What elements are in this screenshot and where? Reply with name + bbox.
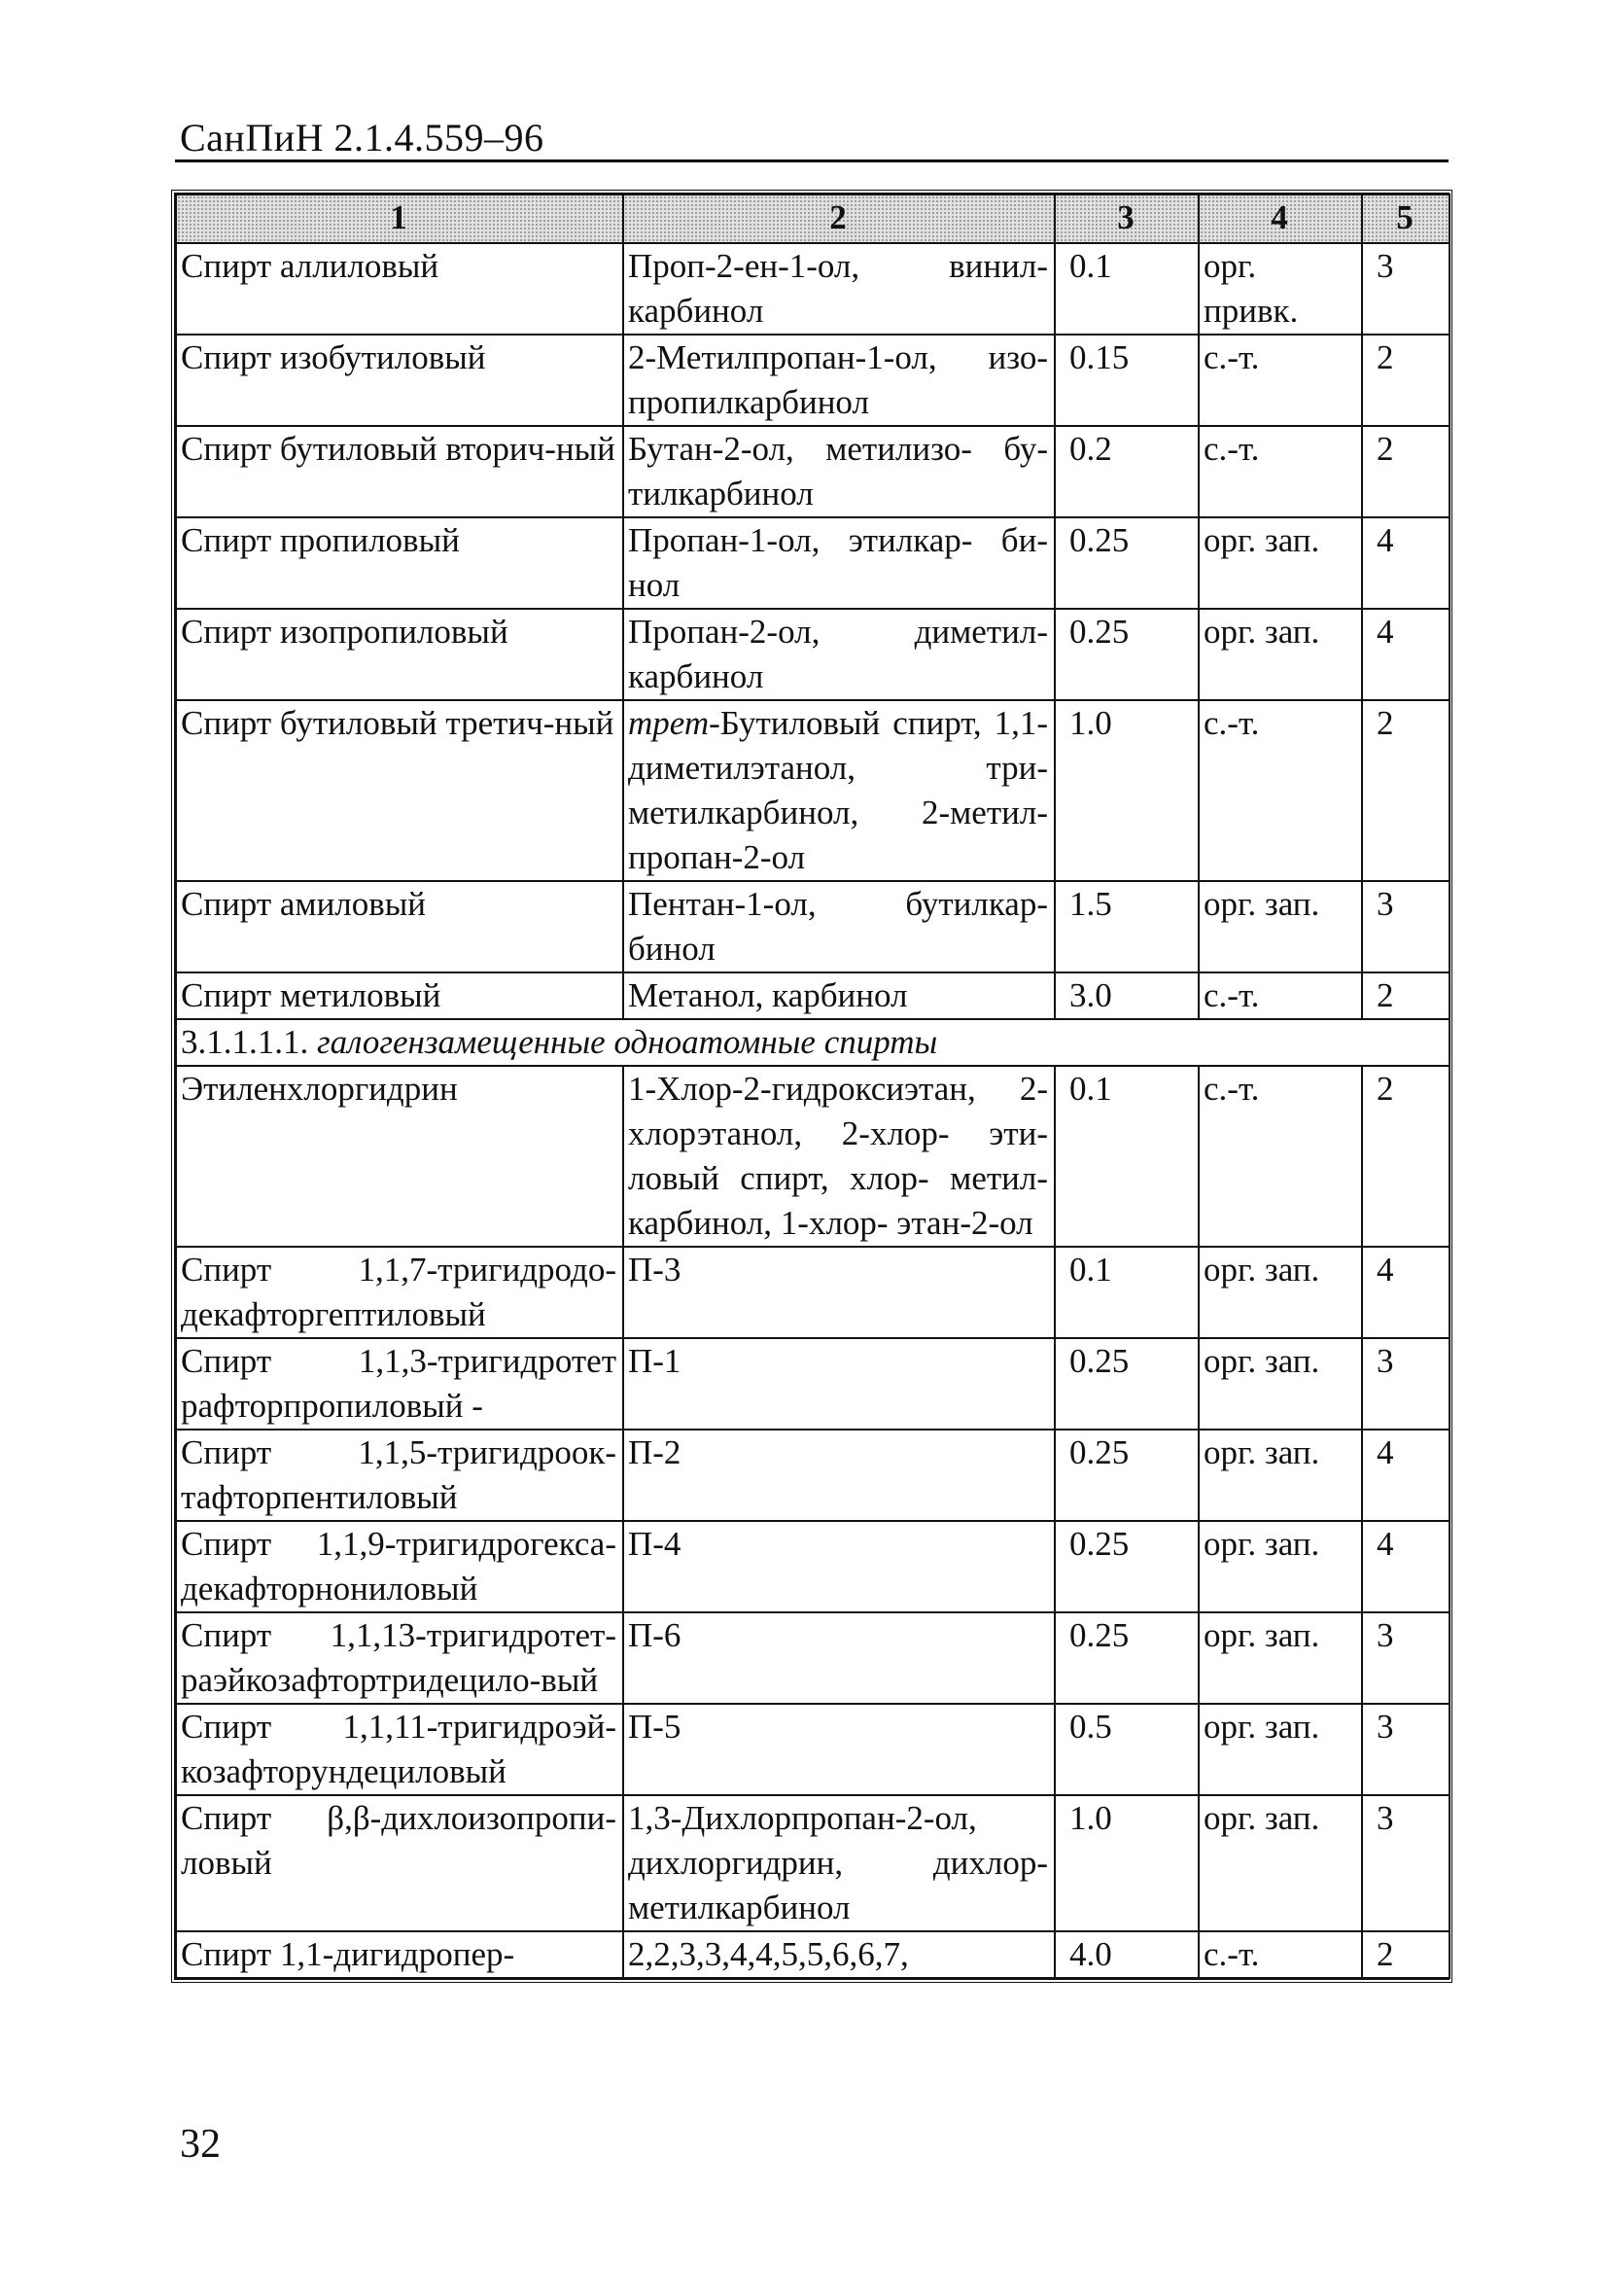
norm-value: 0.15: [1055, 335, 1199, 426]
harm-sign: с.-т.: [1199, 335, 1362, 426]
substance-name: Спирт амиловый: [176, 881, 623, 972]
section-heading: [176, 1019, 1450, 1066]
norm-value: 0.25: [1055, 1338, 1199, 1430]
hazard-class: 3: [1362, 1795, 1450, 1931]
norm-value: 0.1: [1055, 1066, 1199, 1247]
substance-synonyms: П-4: [623, 1521, 1055, 1612]
substance-synonyms: П-5: [623, 1704, 1055, 1795]
norm-value: 0.1: [1055, 243, 1199, 335]
hazard-class: 2: [1362, 335, 1450, 426]
norm-value: 0.1: [1055, 1247, 1199, 1338]
column-number-5: 5: [1362, 194, 1450, 243]
table-row: [176, 881, 1450, 972]
harm-sign: с.-т.: [1199, 1931, 1362, 1978]
substance-name: Спирт 1,1,3-тригидротет рафторпропиловый -: [176, 1338, 623, 1430]
hazard-class: 2: [1362, 700, 1450, 881]
norm-value: 0.25: [1055, 1612, 1199, 1704]
substance-name: Спирт β,β-дихлоизопропи-ловый: [176, 1795, 623, 1931]
substance-synonyms: П-1: [623, 1338, 1055, 1430]
table-row: [176, 1338, 1450, 1430]
table-row: [176, 1704, 1450, 1795]
substance-name: Спирт 1,1,7-тригидродо-декафторгептиловый: [176, 1247, 623, 1338]
substance-name: Спирт 1,1,5-тригидроок-тафторпентиловый: [176, 1430, 623, 1521]
substance-name: Спирт 1,1,9-тригидрогекса-декафторнониловый: [176, 1521, 623, 1612]
norm-value: 1.0: [1055, 1795, 1199, 1931]
table-row: [176, 1247, 1450, 1338]
harm-sign: с.-т.: [1199, 426, 1362, 517]
substance-name: Спирт 1,1-дигидропер-: [176, 1931, 623, 1978]
norm-value: 1.5: [1055, 881, 1199, 972]
hazard-class: 4: [1362, 1430, 1450, 1521]
synonyms-text: -Бутиловый спирт, 1,1-диметилэтанол, три-метилкарбинол, 2-метил-пропан-2-ол: [628, 704, 1048, 876]
harm-sign: орг. зап.: [1199, 609, 1362, 700]
substance-synonyms: Проп-2-ен-1-ол, винил-карбинол: [623, 243, 1055, 335]
hazard-class: 3: [1362, 1704, 1450, 1795]
table-row: [176, 1931, 1450, 1978]
norms-table: [175, 194, 1450, 1979]
table-row: [176, 700, 1450, 881]
harm-sign: с.-т.: [1199, 972, 1362, 1019]
substance-name: Спирт 1,1,11-тригидроэй-козафторундециловый: [176, 1704, 623, 1795]
harm-sign: орг. зап.: [1199, 517, 1362, 609]
table-row: [176, 517, 1450, 609]
table-row: [176, 243, 1450, 335]
section-title: галогензамещенные одноатомные спирты: [317, 1023, 938, 1061]
hazard-class: 4: [1362, 1521, 1450, 1612]
harm-sign: орг. зап.: [1199, 1338, 1362, 1430]
norm-value: 0.5: [1055, 1704, 1199, 1795]
column-number-4: 4: [1199, 194, 1362, 243]
hazard-class: 2: [1362, 1066, 1450, 1247]
substance-name: Спирт пропиловый: [176, 517, 623, 609]
substance-name: Спирт 1,1,13-тригидротет-раэйкозафтортридецило-вый: [176, 1612, 623, 1704]
substance-synonyms: Пентан-1-ол, бутилкар-бинол: [623, 881, 1055, 972]
harm-sign: орг. зап.: [1199, 1612, 1362, 1704]
table-row: [176, 972, 1450, 1019]
harm-sign: с.-т.: [1199, 1066, 1362, 1247]
table-row: [176, 609, 1450, 700]
substance-name: Спирт изобутиловый: [176, 335, 623, 426]
substance-synonyms: Пропан-1-ол, этилкар- би-нол: [623, 517, 1055, 609]
section-number: 3.1.1.1.1.: [181, 1023, 309, 1061]
harm-sign: орг. зап.: [1199, 881, 1362, 972]
page-number: 32: [180, 2122, 221, 2167]
substance-name: Спирт изопропиловый: [176, 609, 623, 700]
substance-synonyms: [623, 700, 1055, 881]
table-row: [176, 1795, 1450, 1931]
substance-name: Этиленхлоргидрин: [176, 1066, 623, 1247]
harm-sign: орг. зап.: [1199, 1430, 1362, 1521]
substance-synonyms: Метанол, карбинол: [623, 972, 1055, 1019]
hazard-class: 2: [1362, 1931, 1450, 1978]
substance-synonyms: Бутан-2-ол, метилизо- бу-тилкарбинол: [623, 426, 1055, 517]
running-title: СанПиН 2.1.4.559–96: [180, 116, 544, 159]
column-number-3: 3: [1055, 194, 1199, 243]
substance-synonyms: Пропан-2-ол, диметил-карбинол: [623, 609, 1055, 700]
hazard-class: 3: [1362, 881, 1450, 972]
table-row: [176, 1612, 1450, 1704]
harm-sign: орг. зап.: [1199, 1247, 1362, 1338]
column-number-2: 2: [623, 194, 1055, 243]
hazard-class: 4: [1362, 517, 1450, 609]
norm-value: 0.25: [1055, 517, 1199, 609]
substance-name: Спирт аллиловый: [176, 243, 623, 335]
substance-synonyms: П-6: [623, 1612, 1055, 1704]
substance-name: Спирт метиловый: [176, 972, 623, 1019]
harm-sign: орг. зап.: [1199, 1521, 1362, 1612]
column-number-row: [176, 194, 1450, 243]
harm-sign: орг. привк.: [1199, 243, 1362, 335]
harm-sign: орг. зап.: [1199, 1795, 1362, 1931]
harm-sign: с.-т.: [1199, 700, 1362, 881]
hazard-class: 3: [1362, 243, 1450, 335]
substance-name: Спирт бутиловый вторич-ный: [176, 426, 623, 517]
norm-value: 0.25: [1055, 1430, 1199, 1521]
norm-value: 0.2: [1055, 426, 1199, 517]
substance-name: Спирт бутиловый третич-ный: [176, 700, 623, 881]
hazard-class: 4: [1362, 609, 1450, 700]
column-number-1: 1: [176, 194, 623, 243]
harm-sign: орг. зап.: [1199, 1704, 1362, 1795]
norm-value: 1.0: [1055, 700, 1199, 881]
substance-synonyms: 1,3-Дихлорпропан-2-ол, дихлоргидрин, дихлор-метилкарбинол: [623, 1795, 1055, 1931]
hazard-class: 3: [1362, 1612, 1450, 1704]
table-row: [176, 335, 1450, 426]
tert-prefix: трет: [628, 704, 710, 742]
hazard-class: 3: [1362, 1338, 1450, 1430]
substance-table: [171, 190, 1452, 1983]
norm-value: 0.25: [1055, 1521, 1199, 1612]
norm-value: 4.0: [1055, 1931, 1199, 1978]
substance-synonyms: 2,2,3,3,4,4,5,5,6,6,7,: [623, 1931, 1055, 1978]
substance-synonyms: 1-Хлор-2-гидроксиэтан, 2-хлорэтанол, 2-хлор- эти-ловый спирт, хлор- метил-карбинол, 1-хлор- этан-2-ол: [623, 1066, 1055, 1247]
hazard-class: 2: [1362, 972, 1450, 1019]
table-row: [176, 1521, 1450, 1612]
substance-synonyms: П-2: [623, 1430, 1055, 1521]
hazard-class: 2: [1362, 426, 1450, 517]
substance-synonyms: 2-Метилпропан-1-ол, изо-пропилкарбинол: [623, 335, 1055, 426]
section-row: [176, 1019, 1450, 1066]
header-rule: [175, 159, 1449, 162]
table-row: [176, 1066, 1450, 1247]
substance-synonyms: П-3: [623, 1247, 1055, 1338]
table-row: [176, 426, 1450, 517]
norm-value: 3.0: [1055, 972, 1199, 1019]
norm-value: 0.25: [1055, 609, 1199, 700]
hazard-class: 4: [1362, 1247, 1450, 1338]
table-row: [176, 1430, 1450, 1521]
